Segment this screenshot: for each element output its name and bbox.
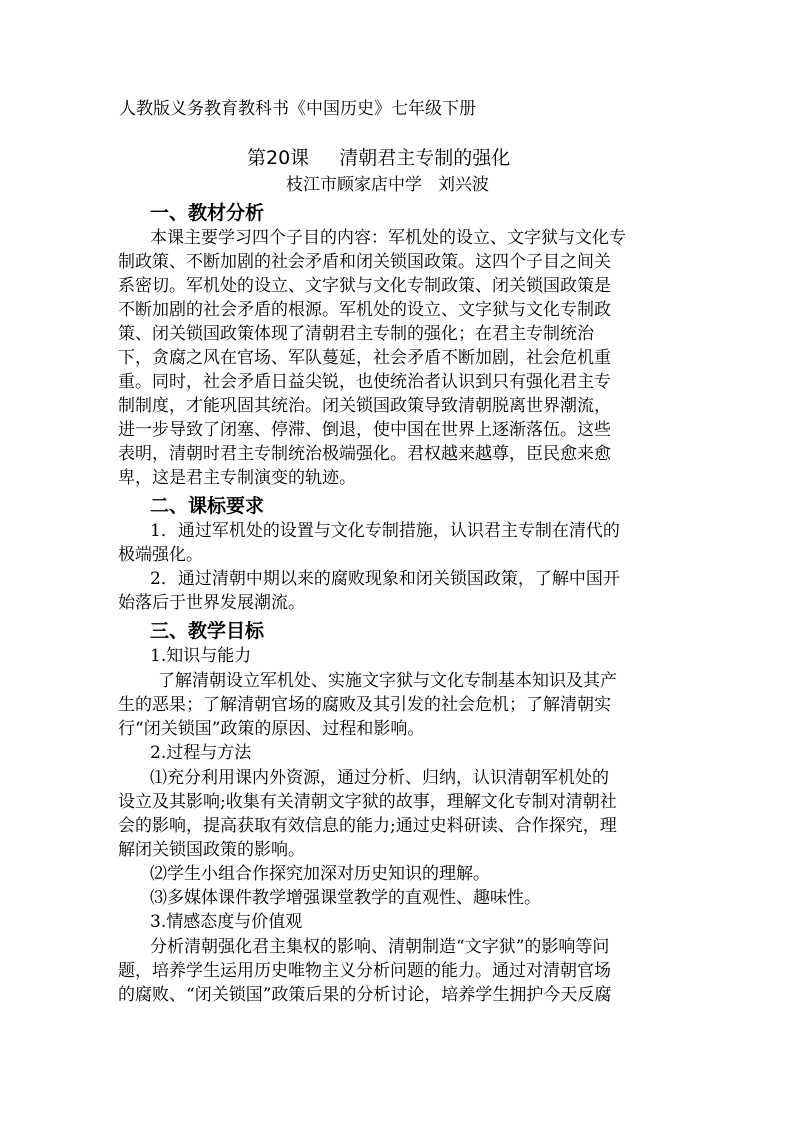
lesson-heading	[247, 146, 510, 170]
paragraph-line: 的腐败、“闭关锁国”政策后果的分析讨论，培养学生拥护今天反腐	[118, 985, 612, 1005]
paragraph-line: ⑶多媒体课件教学增强课堂教学的直观性、趣味性。	[150, 888, 541, 908]
subheading: 3.情感态度与价值观	[150, 912, 303, 932]
author-school: 枝江市顾家店中学	[286, 175, 422, 195]
paragraph-line: 策、闭关锁国政策体现了清朝君主专制的强化；在君主专制统治	[118, 324, 594, 344]
paragraph-line: 极端强化。	[118, 545, 203, 565]
section-heading: 三、教学目标	[150, 620, 265, 642]
lesson-title: 清朝君主专制的强化	[339, 147, 511, 169]
author-name: 刘兴波	[438, 175, 489, 195]
paragraph-line: 进一步导致了闭塞、停滞、倒退，使中国在世界上逐渐落伍。这些	[118, 420, 611, 440]
paragraph-line: 始落后于世界发展潮流。	[118, 593, 305, 613]
paragraph-line: 解闭关锁国政策的影响。	[118, 840, 305, 860]
subheading: 1.知识与能力	[150, 646, 252, 666]
paragraph-line: 不断加剧的社会矛盾的根源。军机处的设立、文字狱与文化专制政	[118, 300, 611, 320]
paragraph-line: 会的影响，提高获取有效信息的能力;通过史料研读、合作探究，理	[118, 816, 617, 836]
paragraph-line: ⑵学生小组合作探究加深对历史知识的理解。	[150, 864, 490, 884]
section-heading: 二、课标要求	[150, 495, 265, 517]
lesson-number: 第20课	[247, 147, 310, 169]
paragraph-line: 卑，这是君主专制演变的轨迹。	[118, 468, 356, 488]
section-heading: 一、教材分析	[150, 202, 265, 224]
paragraph-line: 2．通过清朝中期以来的腐败现象和闭关锁国政策，了解中国开	[150, 569, 620, 589]
subheading: 2.过程与方法	[150, 743, 252, 763]
paragraph-line: 系密切。军机处的设立、文字狱与文化专制政策、闭关锁国政策是	[118, 276, 611, 296]
author-line	[286, 173, 489, 197]
paragraph-line: 制政策、不断加剧的社会矛盾和闭关锁国政策。这四个子目之间关	[118, 252, 611, 272]
paragraph-line: 了解清朝设立军机处、实施文字狱与文化专制基本知识及其产	[158, 671, 617, 691]
paragraph-line: 下，贪腐之风在官场、军队蔓延，社会矛盾不断加剧，社会危机重	[118, 348, 611, 368]
paragraph-line: 设立及其影响;收集有关清朝文字狱的故事，理解文化专制对清朝社	[118, 792, 617, 812]
book-title: 人教版义务教育教科书《中国历史》七年级下册	[119, 99, 476, 119]
paragraph-line: 重。同时，社会矛盾日益尖锐，也使统治者认识到只有强化君主专	[118, 372, 611, 392]
paragraph-line: 制制度，才能巩固其统治。闭关锁国政策导致清朝脱离世界潮流，	[118, 396, 611, 416]
paragraph-line: 表明，清朝时君主专制统治极端强化。君权越来越尊，臣民愈来愈	[118, 444, 611, 464]
paragraph-line: 分析清朝强化君主集权的影响、清朝制造“文字狱”的影响等问	[150, 937, 610, 957]
paragraph-line: 本课主要学习四个子目的内容：军机处的设立、文字狱与文化专	[150, 228, 626, 248]
paragraph-line: 生的恶果；了解清朝官场的腐败及其引发的社会危机；了解清朝实	[118, 695, 611, 715]
paragraph-line: ⑴充分利用课内外资源，通过分析、归纳，认识清朝军机处的	[150, 768, 609, 788]
paragraph-line: 1．通过军机处的设置与文化专制措施，认识君主专制在清代的	[150, 521, 620, 541]
paragraph-line: 题，培养学生运用历史唯物主义分析问题的能力。通过对清朝官场	[118, 961, 611, 981]
paragraph-line: 行“闭关锁国”政策的原因、过程和影响。	[118, 719, 425, 739]
